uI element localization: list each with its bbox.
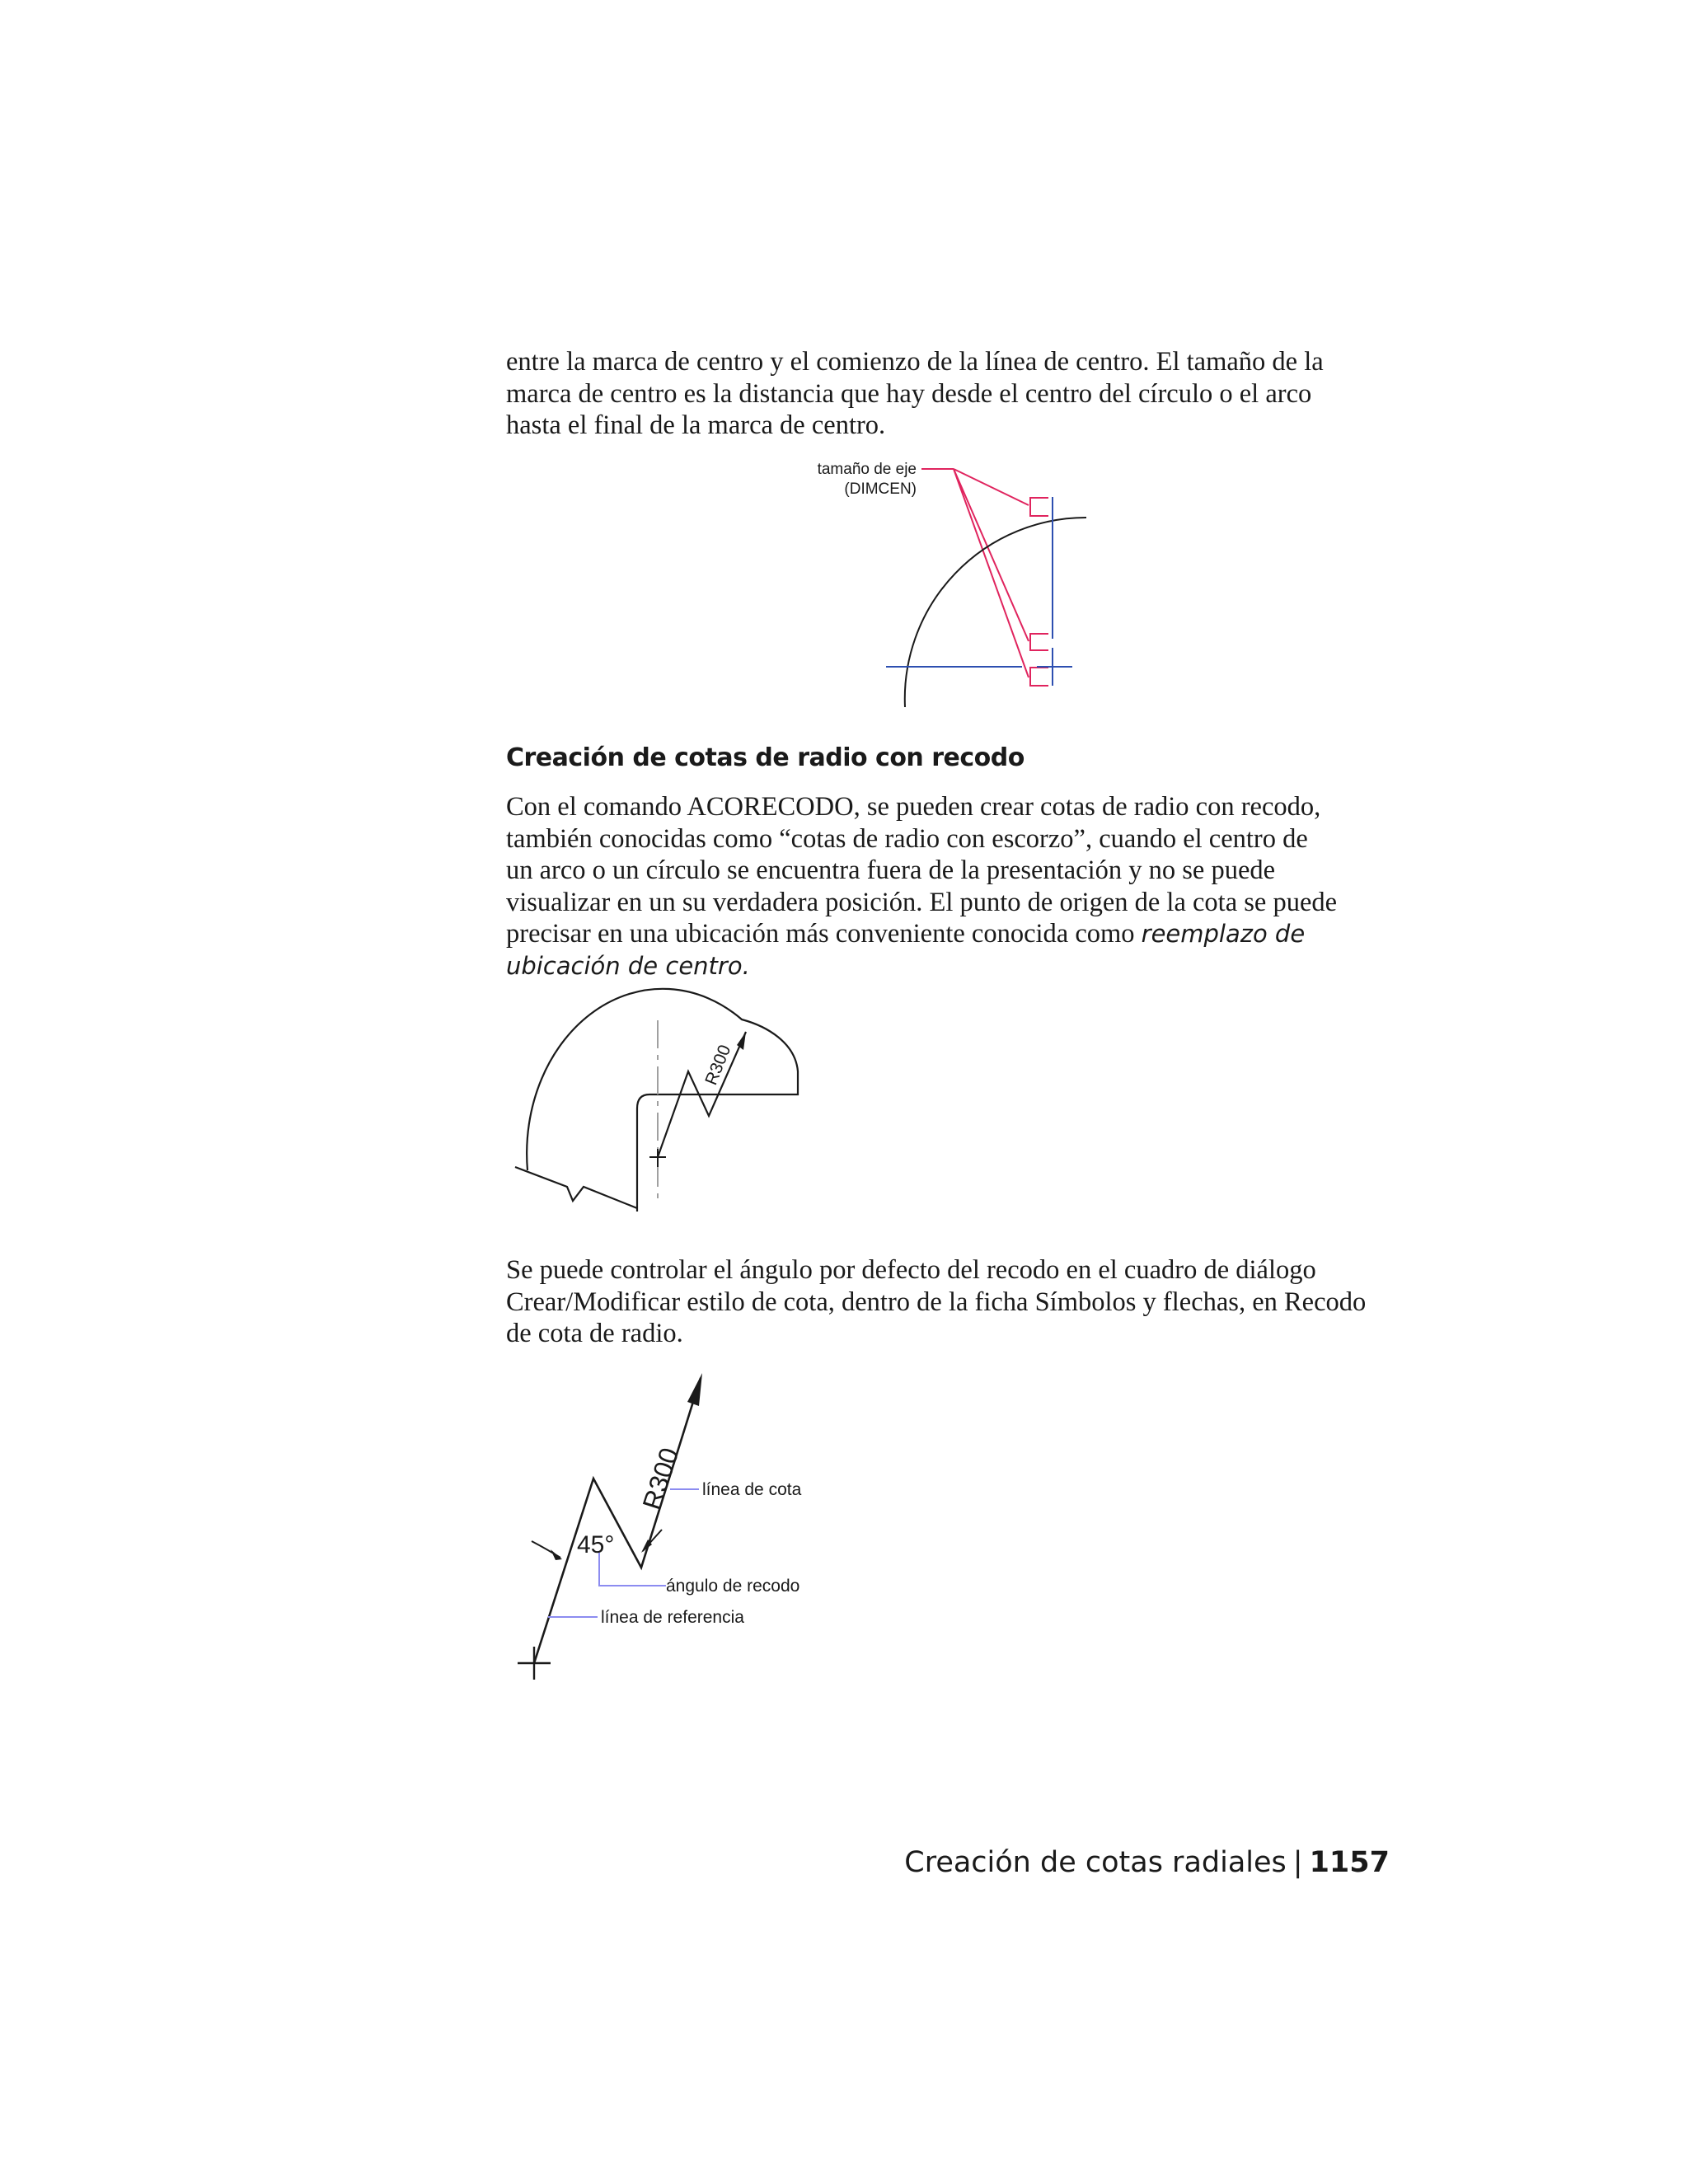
label-reference-line: línea de referencia [601,1608,744,1627]
text-line: marca de centro es la distancia que hay desde el centro del círculo o el arco [506,378,1312,409]
italic-term: reemplazo de [1141,920,1306,949]
text-line: Se puede controlar el ángulo por defecto del recodo en el cuadro de diálogo [506,1255,1316,1285]
text-line: visualizar en un su verdadera posición. El punto de origen de la cota se puede [506,887,1338,917]
arrowhead [687,1373,702,1406]
page-number: 1157 [1309,1846,1390,1879]
footer-separator: | [1292,1846,1303,1879]
text-line: entre la marca de centro y el comienzo de la línea de centro. El tamaño de la [506,347,1324,377]
outer-profile [527,989,798,1212]
text-line: Crear/Modificar estilo de cota, dentro de la ficha Símbolos y flechas, en Recodo [506,1286,1367,1317]
body-paragraph-1 [506,791,1400,982]
page-footer [904,1846,1390,1879]
figure2-dim-text: R300 [701,1042,735,1088]
leader-lines [954,469,1029,677]
text-line: hasta el final de la marca de centro. [506,410,886,441]
footer-section-title: Creación de cotas radiales [904,1846,1287,1879]
text-line: Con el comando ACORECODO, se pueden crear cotas de radio con recodo, [506,792,1321,822]
text-line: también conocidas como “cotas de radio con escorzo”, cuando el centro de [506,823,1308,854]
intro-paragraph [506,346,1400,442]
jog-angle-figure [503,1368,832,1681]
italic-term: ubicación de centro. [506,951,750,980]
center-mark-figure [791,453,1104,717]
figure1-label-line1: tamaño de eje [817,461,917,478]
body-paragraph-2 [506,1254,1400,1350]
figure3-angle-text: 45° [577,1531,615,1558]
figure3-dim-text: R300 [636,1444,685,1514]
jogged-radius-figure [503,1001,808,1224]
text-line: precisar en una ubicación más conveniente conocida como [506,919,1142,949]
text-line: un arco o un círculo se encuentra fuera de la presentación y no se puede [506,855,1276,886]
label-jog-angle: ángulo de recodo [666,1577,800,1596]
label-dim-line: línea de cota [702,1480,802,1499]
arc [905,518,1086,707]
text-line: de cota de radio. [506,1319,683,1349]
break-line [515,1167,637,1208]
figure1-label-line2: (DIMCEN) [844,480,917,498]
section-heading: Creación de cotas de radio con recodo [506,743,1025,772]
